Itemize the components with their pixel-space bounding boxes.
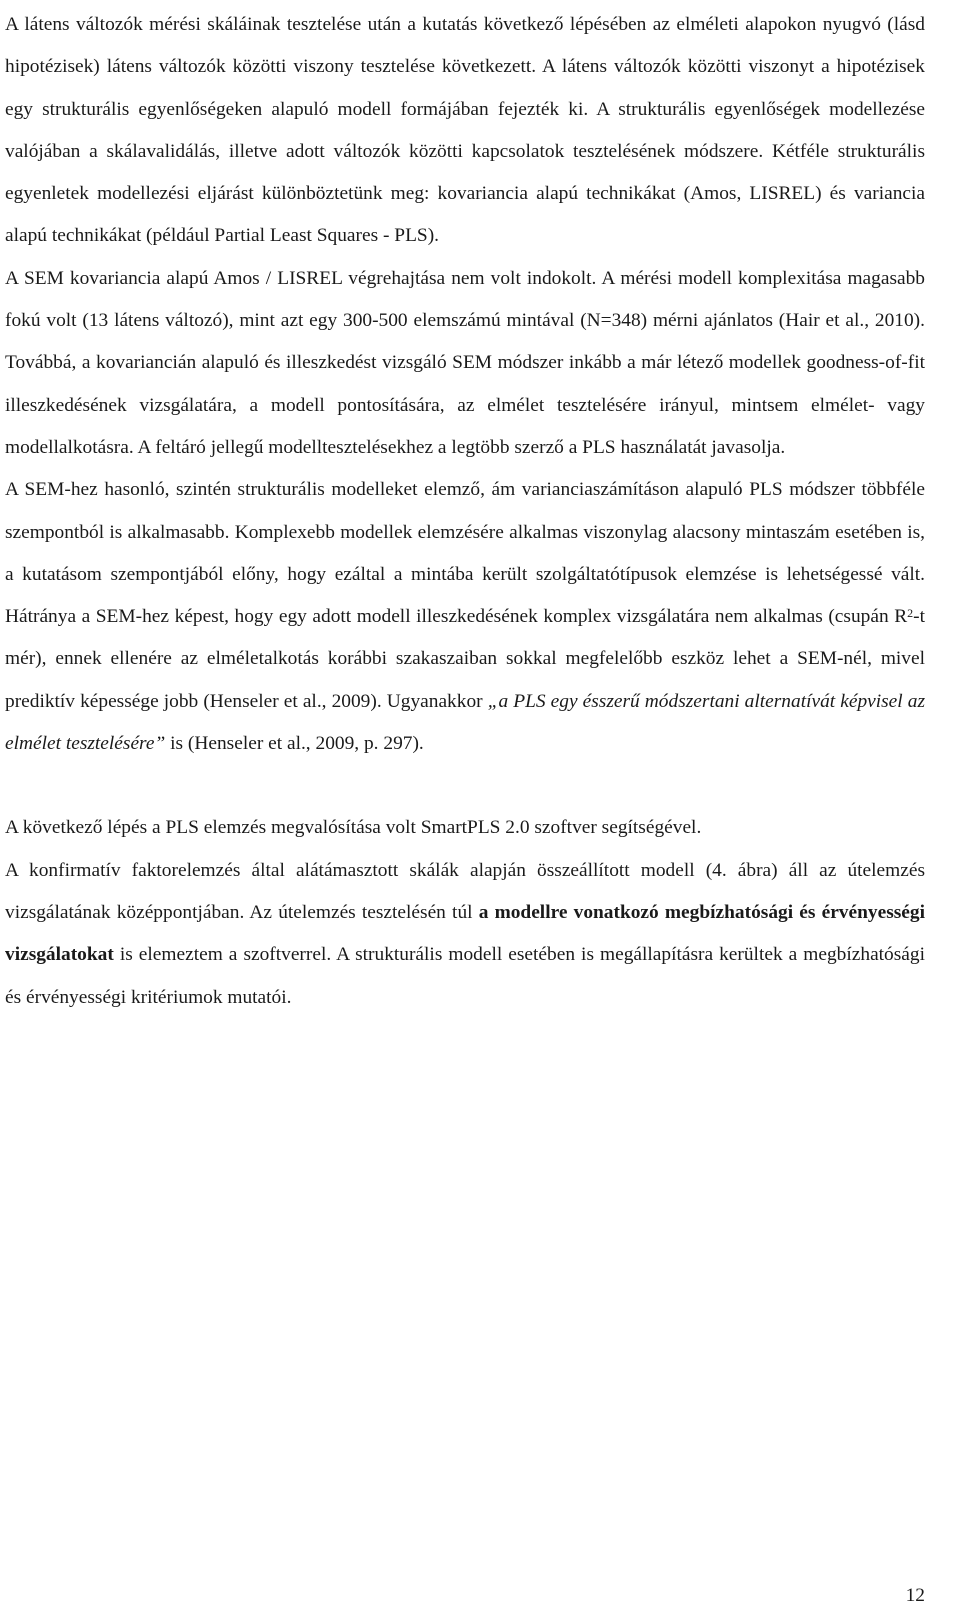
paragraph-gap [5,765,925,807]
paragraph-5-text-a: A konfirmatív faktorelemzés által alátámasztott skálák alapján összeállított modell (4. ábra) áll az útelemzés vizsgálatának középpontjában. Az útelemzés tesztelésén túl [5,859,925,923]
bold-phrase: a modellre vonatkozó megbízhatósági és érvényességi vizsgálatokat [5,901,925,966]
document-body [5,4,925,1019]
page-number: 12 [905,1585,925,1606]
paragraph-4-text: A következő lépés a PLS elemzés megvalósítása volt SmartPLS 2.0 szoftver segítségével. [5,817,702,839]
paragraph-2-text: A SEM kovariancia alapú Amos / LISREL végrehajtása nem volt indokolt. A mérési modell komplexitása magasabb fokú volt (13 látens változó), mint azt egy 300-500 elemszámú mintával (N=348) mérni ajánlatos (Hair et al., 2010). Továbbá, a kovariancián alapuló és illeszkedést vizsgáló SEM módszer inkább a már létező modellek goodness-of-fit illeszkedésének vizsgálatára, a modell pontosítására, az elmélet tesztelésére irányul, mintsem elmélet- vagy modellalkotásra. A feltáró jellegű modelltesztelésekhez a legtöbb szerző a PLS használatát javasolja. [5,267,925,458]
superscript-2: 2 [907,605,914,620]
italic-quote: „a PLS egy ésszerű módszertani alternatívát képvisel az elmélet tesztelésére” [5,690,925,755]
paragraph-1 [5,4,925,258]
paragraph-2 [5,258,925,469]
paragraph-3-text-b: -t mér), ennek ellenére az elméletalkotás korábbi szakaszaiban sokkal megfelelőbb eszköz lehet a SEM-nél, mivel prediktív képessége jobb (Henseler et al., 2009). Ugyanakkor [5,606,925,712]
paragraph-3-text-c: is (Henseler et al., 2009, p. 297). [165,733,424,755]
paragraph-5 [5,850,925,1019]
paragraph-1-text: A látens változók mérési skáláinak tesztelése után a kutatás következő lépésében az elméleti alapokon nyugvó (lásd hipotézisek) látens változók közötti viszony tesztelése következett. A látens változók közötti viszonyt a hipotézisek egy strukturális egyenlőségeken alapuló modell formájában fejezték ki. A strukturális egyenlőségek modellezése valójában a skálavalidálás, illetve adott változók közötti kapcsolatok tesztelésének módszere. Kétféle strukturális egyenletek modellezési eljárást különböztetünk meg: kovariancia alapú technikákat (Amos, LISREL) és variancia alapú technikákat (például Partial Least Squares - PLS). [5,14,925,247]
paragraph-3-text-a: A SEM-hez hasonló, szintén strukturális modelleket elemző, ám varianciaszámításon alapuló PLS módszer többféle szempontból is alkalmasabb. Komplexebb modellek elemzésére alkalmas viszonylag alacsony mintaszám esetében is, a kutatásom szempontjából előny, hogy ezáltal a mintába került szolgáltatótípusok elemzése is lehetségessé vált. Hátránya a SEM-hez képest, hogy egy adott modell illeszkedésének komplex vizsgálatára nem alkalmas (csupán R [5,479,925,628]
paragraph-4 [5,807,925,849]
paragraph-5-text-b: is elemeztem a szoftverrel. A strukturális modell esetében is megállapításra kerültek a megbízhatósági és érvényességi kritériumok mutatói. [5,944,925,1008]
paragraph-3 [5,469,925,765]
